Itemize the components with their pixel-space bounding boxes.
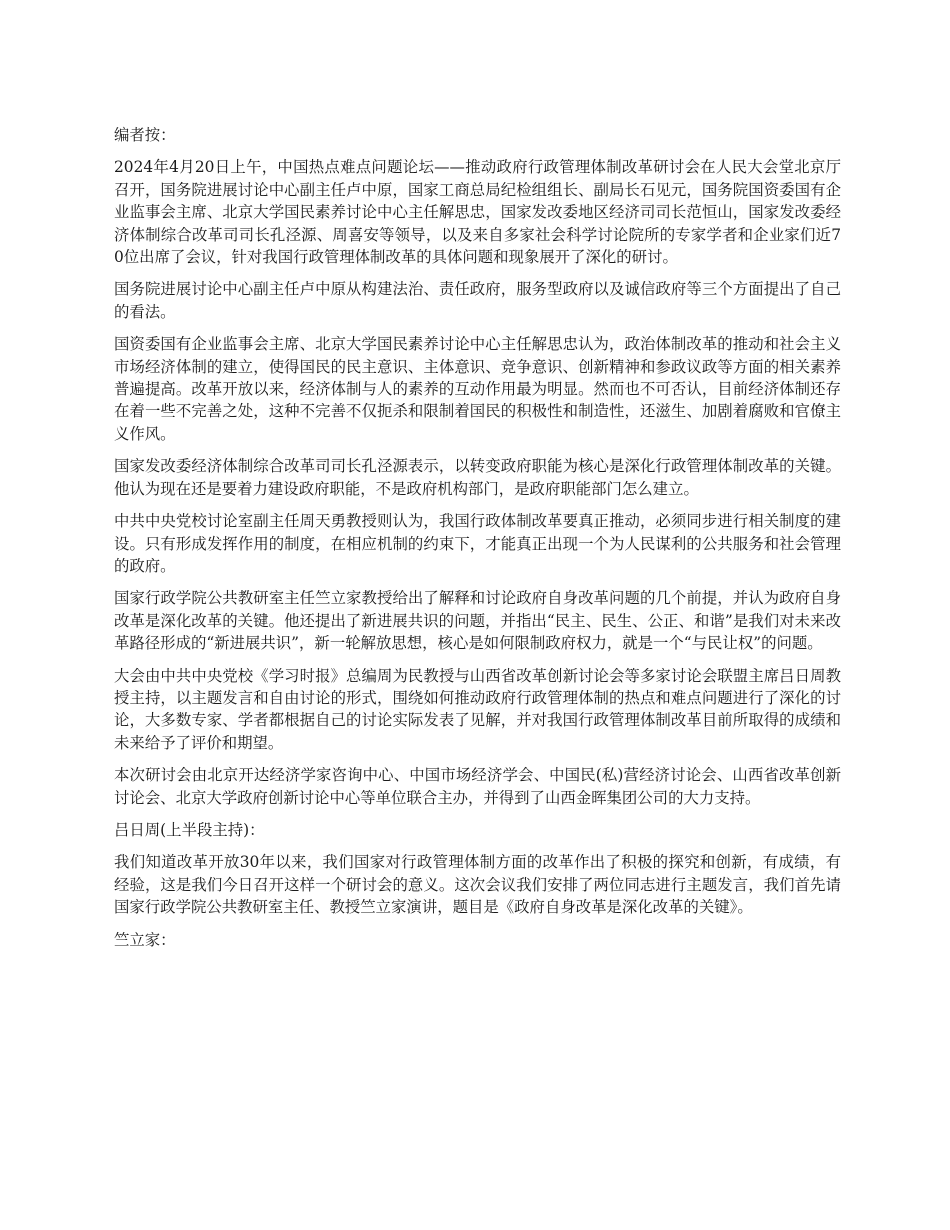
paragraph-lu-zhongyuan: 国务院进展讨论中心副主任卢中原从构建法治、责任政府，服务型政府以及诚信政府等三个方面提出了自己的看法。 xyxy=(114,280,841,321)
document-body xyxy=(114,124,841,961)
speaker-label-zhu-lijia: 竺立家： xyxy=(114,930,176,949)
paragraph-zhu-lijia: 国家行政学院公共教研室主任竺立家教授给出了解释和讨论政府自身改革问题的几个前提，并认为政府自身改革是深化改革的关键。他还提出了新进展共识的问题，并指出“民主、民生、公正、和谐”是我们对未来改革路径形成的“新进展共识”，新一轮解放思想，核心是如何限制政府权力，就是一个“与民让权”的问题。 xyxy=(114,589,841,653)
paragraph-intro: 2024年4月20日上午，中国热点难点问题论坛——推动政府行政管理体制改革研讨会在人民大会堂北京厅召开，国务院进展讨论中心副主任卢中原，国家工商总局纪检组组长、副局长石见元，国务院国资委国有企业监事会主席、北京大学国民素养讨论中心主任解思忠，国家发改委地区经济司司长范恒山，国家发改委经济体制综合改革司司长孔泾源、周喜安等领导，以及来自多家社会科学讨论院所的专家学者和企业家们近70位出席了会议，针对我国行政管理体制改革的具体问题和现象展开了深化的研讨。 xyxy=(114,158,841,267)
paragraph-hosts: 大会由中共中央党校《学习时报》总编周为民教授与山西省改革创新讨论会等多家讨论会联盟主席吕日周教授主持，以主题发言和自由讨论的形式，围绕如何推动政府行政管理体制的热点和难点问题进行了深化的讨论，大多数专家、学者都根据自己的讨论实际发表了见解，并对我国行政管理体制改革目前所取得的成绩和未来给予了评价和期望。 xyxy=(114,666,841,752)
paragraph-organizers: 本次研讨会由北京开达经济学家咨询中心、中国市场经济学会、中国民(私)营经济讨论会、山西省改革创新讨论会、北京大学政府创新讨论中心等单位联合主办，并得到了山西金晖集团公司的大力支持。 xyxy=(114,766,841,807)
editor-note-label: 编者按： xyxy=(114,126,176,144)
paragraph-kong-jingyuan: 国家发改委经济体制综合改革司司长孔泾源表示，以转变政府职能为核心是深化行政管理体制改革的关键。他认为现在还是要着力建设政府职能，不是政府机构部门，是政府职能部门怎么建立。 xyxy=(114,457,841,498)
paragraph-lv-rizhou-speech: 我们知道改革开放30年以来，我们国家对行政管理体制方面的改革作出了积极的探究和创新，有成绩，有经验，这是我们今日召开这样一个研讨会的意义。这次会议我们安排了两位同志进行主题发言，我们首先请国家行政学院公共教研室主任、教授竺立家演讲，题目是《政府自身改革是深化改革的关键》。 xyxy=(114,853,841,917)
paragraph-xie-sizhong: 国资委国有企业监事会主席、北京大学国民素养讨论中心主任解思忠认为，政治体制改革的推动和社会主义市场经济体制的建立，使得国民的民主意识、主体意识、竞争意识、创新精神和参政议政等方面的相关素养普遍提高。改革开放以来，经济体制与人的素养的互动作用最为明显。然而也不可否认，目前经济体制还存在着一些不完善之处，这种不完善不仅扼杀和限制着国民的积极性和制造性，还滋生、加剧着腐败和官僚主义作风。 xyxy=(114,335,841,443)
speaker-label-lv-rizhou: 吕日周(上半段主持)： xyxy=(114,820,265,839)
paragraph-zhou-tianyong: 中共中央党校讨论室副主任周天勇教授则认为，我国行政体制改革要真正推动，必须同步进行相关制度的建设。只有形成发挥作用的制度，在相应机制的约束下，才能真正出现一个为人民谋利的公共服务和社会管理的政府。 xyxy=(114,512,841,575)
